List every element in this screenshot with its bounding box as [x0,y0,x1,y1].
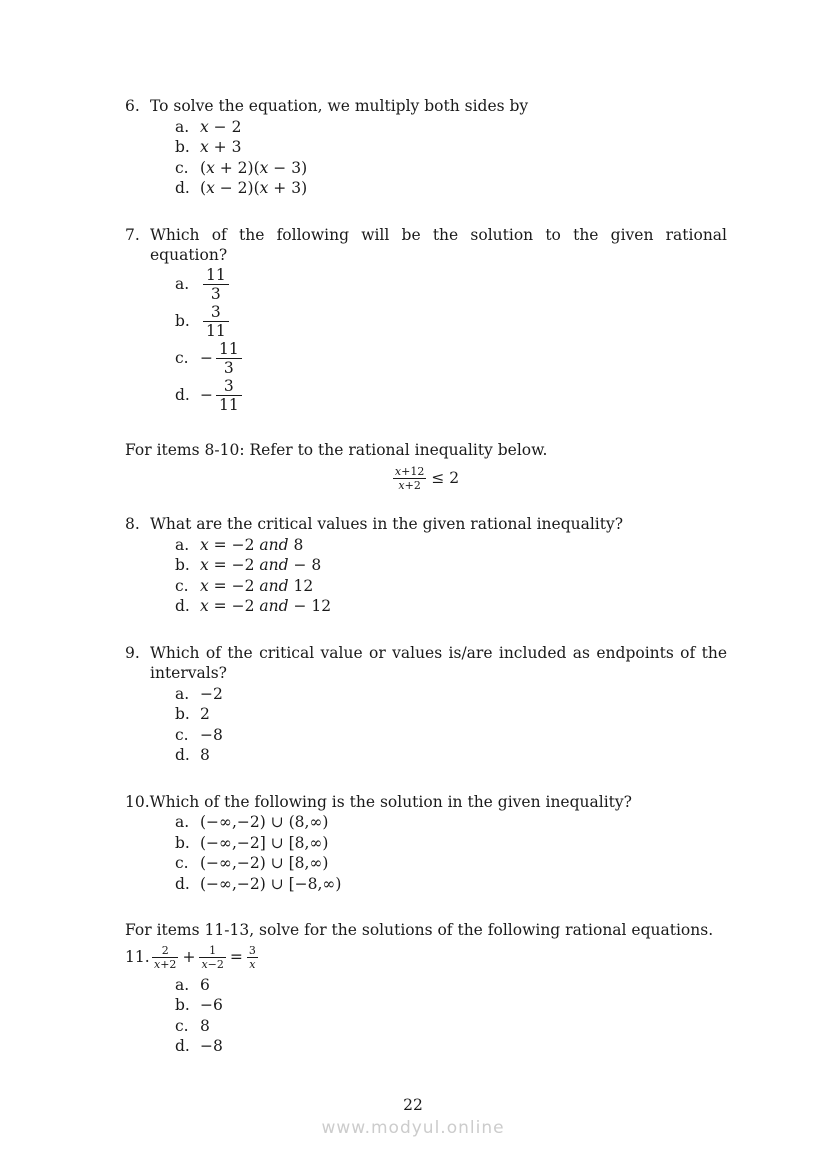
fraction: $\frac{11}{3}$ [203,266,229,303]
option-a [175,684,727,705]
watermark-text: www.modyul.online [321,1118,505,1138]
option-d [175,745,727,766]
question-10-text: Which of the following is the solution in the given inequality? [149,792,632,811]
option-d-value: x = −2 and − 12 [200,597,332,615]
option-c [175,853,727,874]
option-a-value [200,266,727,303]
option-d-label: d. [175,746,190,764]
option-d [175,596,727,617]
option-a [175,266,727,303]
option-c-label: c. [175,576,189,595]
fraction-sign: − [200,348,213,367]
equals-operator: = [229,947,243,966]
option-c [175,576,727,597]
question-6-options [175,117,727,199]
option-a [175,812,727,833]
section-items-11-13-text: For items 11-13, solve for the solutions of the following rational equations. [125,921,714,939]
fraction: $\frac{3}{11}$ [216,377,242,414]
question-7 [125,225,727,414]
equation-fraction-3: $\frac{3}{x}$ [248,943,256,971]
option-b-label: b. [175,705,190,723]
fraction-sign: − [200,385,213,404]
option-a-label: a. [175,684,190,703]
option-c [175,725,727,746]
option-c [175,1016,727,1037]
option-a-value: x = −2 and 8 [200,535,304,554]
option-c-label: c. [175,1016,189,1035]
option-b-label: b. [175,833,190,852]
option-d [175,178,727,199]
option-a [175,535,727,556]
option-a-value: (−∞,−2) ∪ (8,∞) [200,813,329,831]
option-a [175,117,727,138]
option-c [175,158,727,179]
option-d-value: −8 [200,1037,223,1055]
section-items-11-13 [125,920,727,1057]
option-d [175,1036,727,1057]
option-b-value: −6 [200,996,223,1014]
fraction: $\frac{11}{3}$ [216,340,242,377]
option-d-label: d. [175,385,190,404]
question-8 [125,514,727,617]
question-6-number: 6. [125,97,140,115]
option-d-label: d. [175,1037,190,1055]
option-c-label: c. [175,348,189,367]
option-b [175,704,727,725]
option-d-label: d. [175,597,190,615]
option-a-label: a. [175,274,190,293]
option-b [175,555,727,576]
option-c-value: x = −2 and 12 [200,576,314,595]
option-b-value: (−∞,−2] ∪ [8,∞) [200,833,329,852]
option-c-value: 8 [200,1016,210,1035]
question-10-options [175,812,727,894]
option-b [175,303,727,340]
question-8-heading [125,514,727,535]
option-b-label: b. [175,996,190,1014]
option-c-value: (−∞,−2) ∪ [8,∞) [200,854,329,872]
question-7-options [175,266,727,414]
option-d-label: d. [175,874,190,893]
option-a [175,975,727,996]
option-b [175,137,727,158]
option-b-value: x = −2 and − 8 [200,556,322,574]
question-6 [125,96,727,199]
page-content [125,96,727,1057]
inequality-fraction: $\frac{x+12}{x+2}$ [394,465,425,492]
option-b-label: b. [175,138,190,156]
option-a-value: −2 [200,684,223,703]
question-11-number: 11. [125,947,150,966]
rational-inequality-formula [125,465,727,492]
page-number: 22 [403,1096,423,1114]
inequality-relation: ≤ 2 [431,469,460,488]
fraction: $\frac{3}{11}$ [203,303,229,340]
option-a-label: a. [175,813,190,831]
question-9-heading [125,643,727,684]
question-11-options [175,975,727,1057]
option-a-label: a. [175,975,190,994]
option-b-label: b. [175,556,190,574]
option-a-value: x − 2 [200,117,242,136]
option-c-label: c. [175,158,189,177]
option-a-value: 6 [200,975,210,994]
option-a-label: a. [175,117,190,136]
question-9-options [175,684,727,766]
question-7-text: Which of the following will be the solution to the given rational equation? [150,225,727,264]
option-a-label: a. [175,535,190,554]
question-9 [125,643,727,766]
option-d-value: (−∞,−2) ∪ [−8,∞) [200,874,342,893]
equation-fraction-1: $\frac{2}{x+2}$ [154,943,177,971]
option-d [175,874,727,895]
option-b [175,995,727,1016]
option-c-value: (x + 2)(x − 3) [200,158,308,177]
option-c-label: c. [175,854,189,872]
question-10 [125,792,727,895]
option-d [175,377,727,414]
question-8-text: What are the critical values in the given rational inequality? [150,515,624,533]
option-b [175,833,727,854]
option-c-value [200,340,727,377]
option-c [175,340,727,377]
question-11-equation [125,944,727,971]
option-d-value [200,377,727,414]
question-10-number: 10. [125,792,150,811]
question-9-text: Which of the critical value or values is/are included as endpoints of the intervals? [150,643,727,682]
option-b-value [200,303,727,340]
option-b-value: 2 [200,705,210,723]
option-d-label: d. [175,179,190,197]
question-8-number: 8. [125,515,140,533]
section-items-8-10 [125,440,727,493]
plus-operator: + [182,947,196,966]
option-d-value: (x − 2)(x + 3) [200,179,308,197]
equation-fraction-2: $\frac{1}{x-2}$ [201,943,224,971]
question-9-number: 9. [125,643,140,662]
option-c-value: −8 [200,725,223,744]
question-8-options [175,535,727,617]
section-items-8-10-text: For items 8-10: Refer to the rational inequality below. [125,440,548,459]
question-10-heading [125,792,727,813]
question-7-heading [125,225,727,266]
option-c-label: c. [175,725,189,744]
question-6-heading [125,96,727,117]
question-6-text: To solve the equation, we multiply both sides by [150,97,529,115]
option-b-value: x + 3 [200,138,242,156]
option-d-value: 8 [200,746,210,764]
option-b-label: b. [175,311,190,330]
question-7-number: 7. [125,225,140,244]
